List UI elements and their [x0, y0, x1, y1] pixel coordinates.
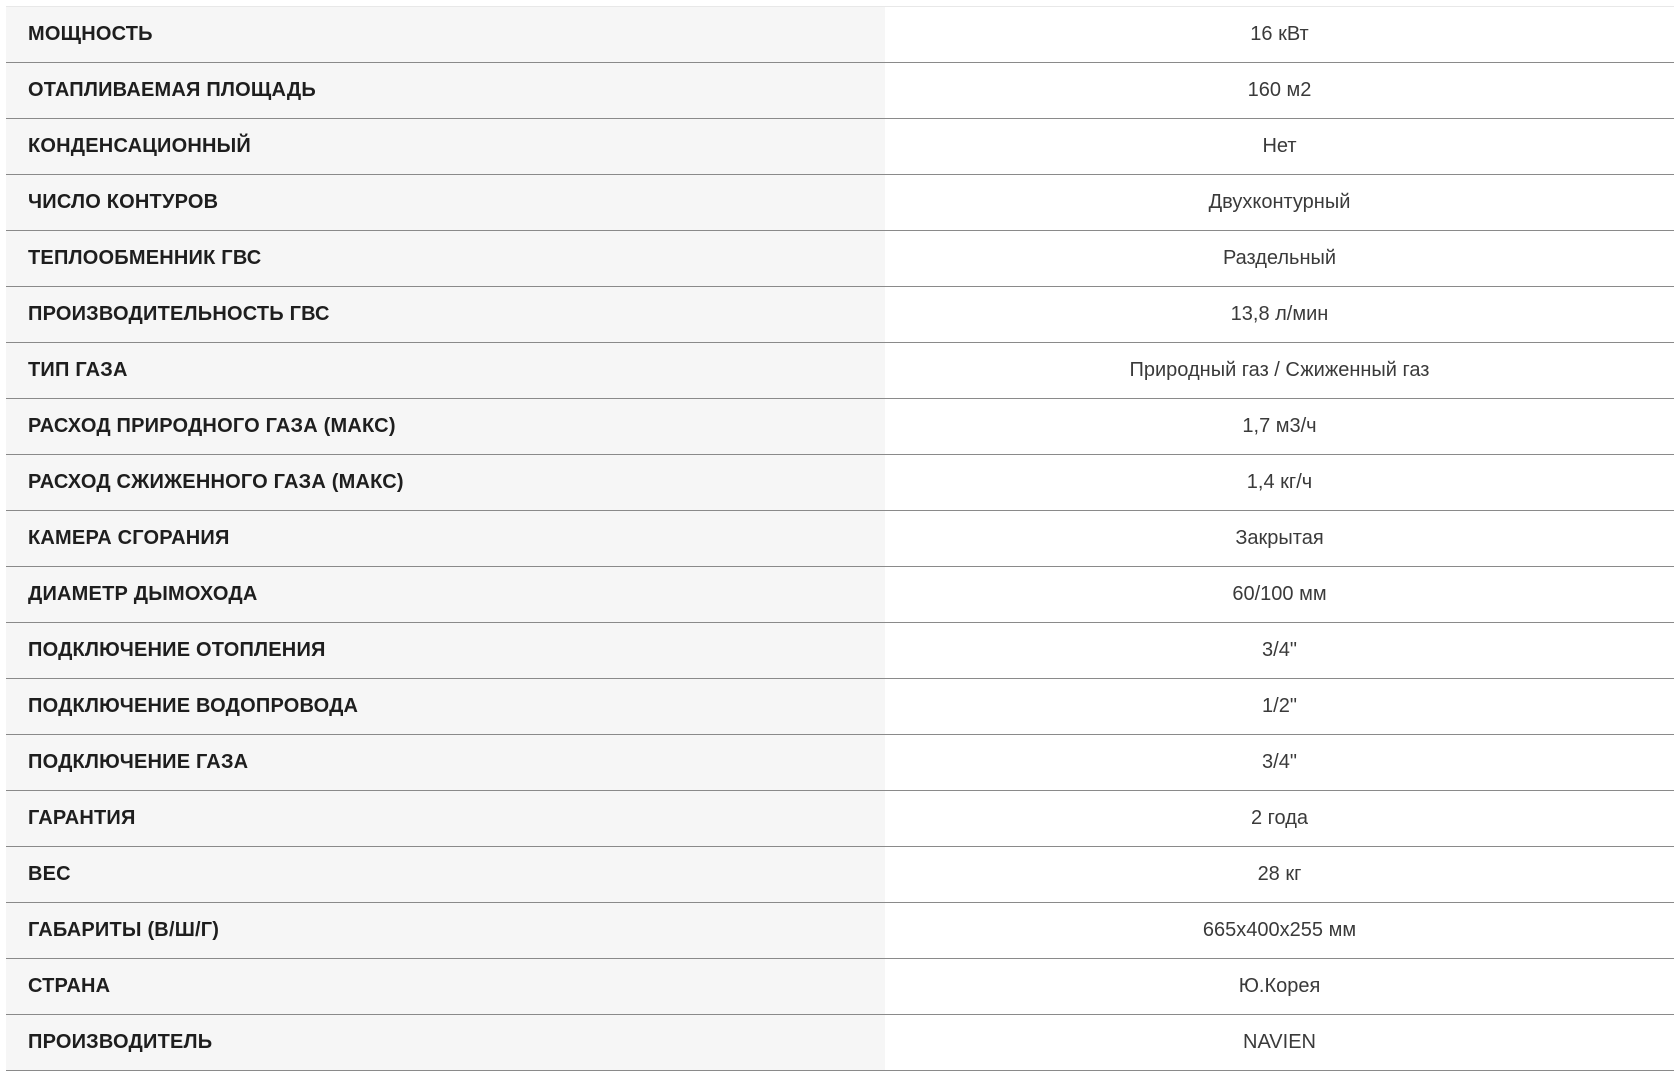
spec-label: ПОДКЛЮЧЕНИЕ ГАЗА [6, 735, 885, 790]
spec-label: ЧИСЛО КОНТУРОВ [6, 175, 885, 230]
specs-table [6, 6, 1674, 1071]
spec-label: ПОДКЛЮЧЕНИЕ ОТОПЛЕНИЯ [6, 623, 885, 678]
spec-row-gas-type [6, 343, 1674, 399]
spec-row-warranty [6, 791, 1674, 847]
spec-value: 160 м2 [885, 63, 1674, 118]
spec-value: 2 года [885, 791, 1674, 846]
spec-label: КОНДЕНСАЦИОННЫЙ [6, 119, 885, 174]
spec-row-combustion-chamber [6, 511, 1674, 567]
spec-row-flue-diameter [6, 567, 1674, 623]
spec-value: 1/2" [885, 679, 1674, 734]
spec-value: Ю.Корея [885, 959, 1674, 1014]
spec-label: ТЕПЛООБМЕННИК ГВС [6, 231, 885, 286]
spec-label: КАМЕРА СГОРАНИЯ [6, 511, 885, 566]
spec-label: СТРАНА [6, 959, 885, 1014]
spec-row-natural-gas-consumption [6, 399, 1674, 455]
spec-row-dimensions [6, 903, 1674, 959]
spec-row-power [6, 7, 1674, 63]
spec-row-lpg-consumption [6, 455, 1674, 511]
spec-value: Раздельный [885, 231, 1674, 286]
spec-value: 665x400x255 мм [885, 903, 1674, 958]
spec-value: Нет [885, 119, 1674, 174]
spec-row-heating-connection [6, 623, 1674, 679]
spec-row-dhw-exchanger [6, 231, 1674, 287]
spec-label: ПРОИЗВОДИТЕЛЬ [6, 1015, 885, 1070]
spec-value: 28 кг [885, 847, 1674, 902]
spec-value: 1,7 м3/ч [885, 399, 1674, 454]
spec-value: NAVIEN [885, 1015, 1674, 1070]
spec-label: ПРОИЗВОДИТЕЛЬНОСТЬ ГВС [6, 287, 885, 342]
spec-label: РАСХОД ПРИРОДНОГО ГАЗА (МАКС) [6, 399, 885, 454]
spec-row-country [6, 959, 1674, 1015]
spec-row-weight [6, 847, 1674, 903]
spec-value: Закрытая [885, 511, 1674, 566]
spec-value: 13,8 л/мин [885, 287, 1674, 342]
spec-row-dhw-capacity [6, 287, 1674, 343]
spec-value: 3/4" [885, 735, 1674, 790]
spec-label: МОЩНОСТЬ [6, 7, 885, 62]
spec-value: Двухконтурный [885, 175, 1674, 230]
spec-row-circuits [6, 175, 1674, 231]
spec-row-heated-area [6, 63, 1674, 119]
spec-value: 1,4 кг/ч [885, 455, 1674, 510]
spec-value: Природный газ / Сжиженный газ [885, 343, 1674, 398]
spec-label: ВЕС [6, 847, 885, 902]
spec-value: 3/4" [885, 623, 1674, 678]
spec-label: ОТАПЛИВАЕМАЯ ПЛОЩАДЬ [6, 63, 885, 118]
spec-row-water-connection [6, 679, 1674, 735]
spec-row-manufacturer [6, 1015, 1674, 1071]
spec-value: 16 кВт [885, 7, 1674, 62]
spec-label: ПОДКЛЮЧЕНИЕ ВОДОПРОВОДА [6, 679, 885, 734]
spec-label: РАСХОД СЖИЖЕННОГО ГАЗА (МАКС) [6, 455, 885, 510]
spec-label: ГАРАНТИЯ [6, 791, 885, 846]
spec-row-gas-connection [6, 735, 1674, 791]
spec-row-condensing [6, 119, 1674, 175]
spec-label: ДИАМЕТР ДЫМОХОДА [6, 567, 885, 622]
spec-value: 60/100 мм [885, 567, 1674, 622]
spec-label: ТИП ГАЗА [6, 343, 885, 398]
spec-label: ГАБАРИТЫ (В/Ш/Г) [6, 903, 885, 958]
